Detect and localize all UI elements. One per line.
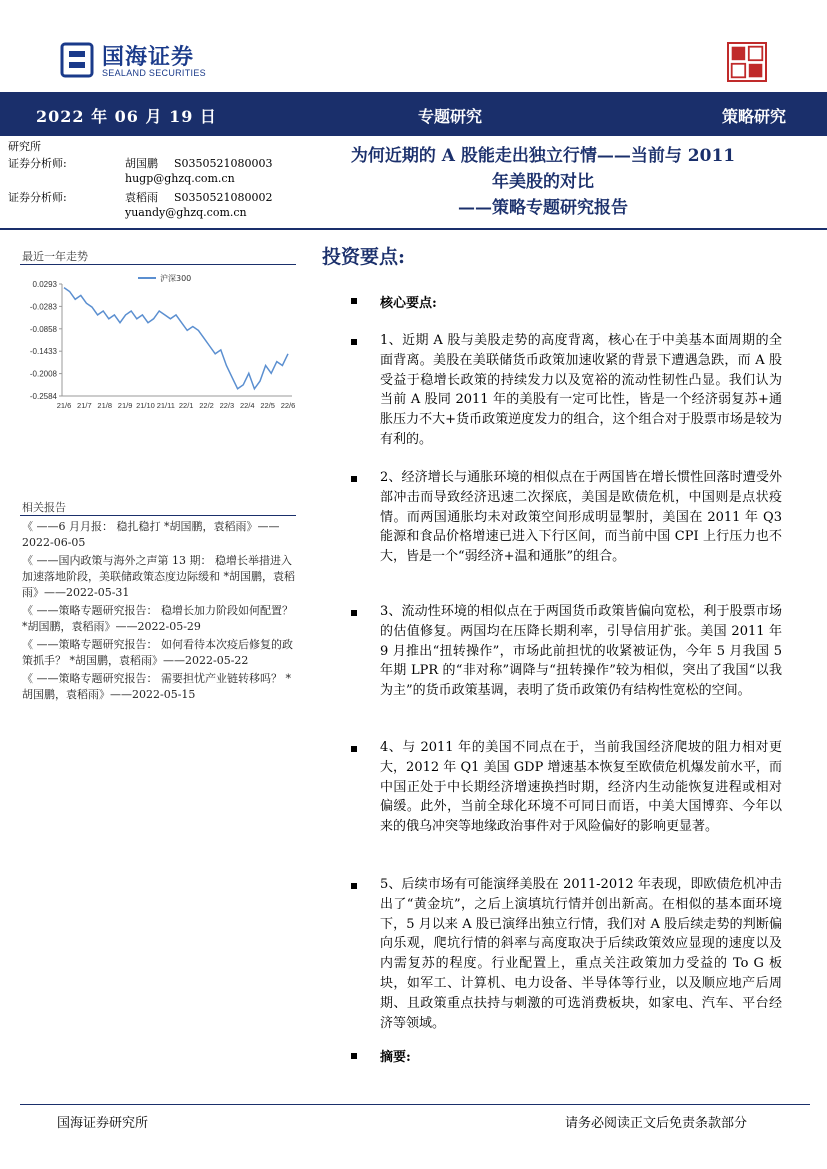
y-tick-label: -0.1433 [29, 347, 57, 357]
footer-rule [20, 1104, 810, 1105]
key-point: 4、与 2011 年的美国不同点在于，当前我国经济爬坡的阻力相对更大，2012 年 Q1 美国 GDP 增速基本恢复至欧债危机爆发前水平，而中国正处于中长期经济增速换挡时期，经济内生动能恢复进程或相对偏缓。此外，当前全球化环境不可同日而语，中美大国博弈、今年以来的俄乌冲突等地缘政治事件对于风险偏好的影响更显著。 [380, 740, 782, 835]
x-tick-label: 21/9 [117, 401, 133, 410]
key-point: 2、经济增长与通胀环境的相似点在于两国皆在增长惯性回落时遭受外部冲击而导致经济迅速二次探底，美国是欧债危机，中国则是点状疫情。而两国通胀均未对政策空间形成明显掣肘，美国在 2011 年 Q3 能源和食品价格增速已进入下行区间，而当前中国 CPI 上行压力也不大，皆是一个“弱经济+温和通胀”的组合。 [380, 470, 782, 565]
x-tick-label: 21/10 [136, 401, 155, 410]
key-point: 1、近期 A 股与美股走势的高度背离，核心在于中美基本面周期的全面背离。美股在美联储货币政策加速收紧的背景下遭遇急跌，而 A 股受益于稳增长政策的持续发力以及宽裕的流动性韧性凸显。我们认为当前 A 股同 2011 年的美股有一定可比性，皆是一个经济弱复苏+通胀压力不大+货币政策逆度发力的组合，这个组合对于股票市场是较为有利的。 [380, 333, 782, 447]
header-divider [0, 228, 827, 230]
related-report-link[interactable]: 《 ——策略专题研究报告： 如何看待本次疫后修复的政策抓手？ *胡国鹏，袁稻雨》——2022-05-22 [22, 638, 293, 667]
x-tick-label: 22/2 [199, 401, 214, 410]
analyst-role: 证券分析师: [8, 157, 67, 170]
chart-section-rule [20, 264, 296, 265]
key-point: 5、后续市场有可能演绎美股在 2011-2012 年表现，即欧债危机冲击出了“黄金坑”，之后上演填坑行情并创出新高。在相似的基本面环境下，5 月以来 A 股已演绎出独立行情，我们对 A 股后续走势的判断偏向乐观，爬坑行情的斜率与高度取决于后续政策效应显现的速度以及内需复苏的程度。行业配置上，重点关注政策加力受益的 To G 板块，如军工、计算机、电力设备、半导体等行业，以及顺应地产后周期、且政策重点扶持与刺激的可选消费板块，如家电、汽车、平台经济等领域。 [380, 877, 782, 1031]
institute-label: 研究所 [8, 140, 41, 153]
related-report-link[interactable]: 《 ——策略专题研究报告： 需要担忧产业链转移吗？ *胡国鹏，袁稻雨》——2022-05-15 [22, 672, 291, 701]
analyst-row [8, 155, 273, 171]
legend-label: 沪深300 [160, 274, 192, 283]
key-point: 3、流动性环境的相似点在于两国货币政策皆偏向宽松，利于股票市场的估值修复。两国均在压降长期利率，引导信用扩张。美国 2011 年 9 月推出“扭转操作”，市场此前担忧的收紧被证伪，今年 5 月我国 5 年期 LPR 的“非对称”调降与“扭转操作”较为相似，突出了我国“以我为主”的货币政策基调，表明了货币政策仍有结构性宽松的空间。 [380, 604, 782, 699]
core-points-heading: 核心要点: [380, 296, 437, 311]
analyst-email[interactable]: hugp@ghzq.com.cn [125, 172, 235, 185]
research-institute-seal [727, 42, 767, 82]
y-tick-label: -0.2008 [29, 369, 57, 379]
analyst-cert: S0350521080002 [174, 191, 273, 204]
bullet-icon [351, 610, 357, 616]
bullet-icon [351, 298, 357, 304]
analyst-email[interactable]: yuandy@ghzq.com.cn [125, 206, 247, 219]
y-tick-label: -0.0858 [29, 324, 57, 334]
chart-section-label: 最近一年走势 [22, 250, 88, 263]
logo-chinese-name: 国海证券 [102, 45, 195, 70]
related-reports-list [22, 519, 298, 705]
title-subtitle: ——策略专题研究报告 [458, 198, 628, 218]
x-tick-label: 21/6 [56, 401, 72, 410]
report-category-tag: 策略研究 [722, 107, 787, 126]
x-tick-label: 22/6 [280, 401, 296, 410]
bullet-icon [351, 883, 357, 889]
summary-heading: 摘要: [380, 1050, 411, 1065]
footer-institute: 国海证券研究所 [57, 1116, 149, 1131]
analyst-role: 证券分析师: [8, 191, 67, 204]
company-logo [60, 40, 260, 80]
footer-disclaimer: 请务必阅读正文后免责条款部分 [565, 1116, 748, 1131]
related-reports-rule [20, 515, 296, 516]
x-tick-label: 22/5 [260, 401, 275, 410]
title-line: 为何近期的 A 股能走出独立行情——当前与 2011 [350, 146, 736, 166]
report-title [260, 143, 826, 221]
analyst-name: 胡国鹏 [125, 157, 158, 170]
bullet-icon [351, 1053, 357, 1059]
logo-english-name: SEALAND SECURITIES [102, 68, 206, 78]
bullet-icon [351, 476, 357, 482]
price-trend-chart [20, 268, 296, 418]
related-report-link[interactable]: 《 ——策略专题研究报告： 稳增长加力阶段如何配置？ *胡国鹏，袁稻雨》——2022-05-29 [22, 604, 293, 633]
series-line [64, 288, 288, 389]
x-tick-label: 22/4 [239, 401, 255, 410]
bullet-icon [351, 746, 357, 752]
related-report-link[interactable]: 《 ——国内政策与海外之声第 13 期： 稳增长举措进入加速落地阶段，美联储政策态度边际缓和 *胡国鹏，袁稻雨》——2022-05-31 [22, 554, 295, 599]
section-title: 投资要点: [322, 246, 406, 268]
analyst-name: 袁稻雨 [125, 191, 158, 204]
report-type-tag: 专题研究 [418, 107, 483, 126]
x-tick-label: 22/3 [219, 401, 235, 410]
title-line: 年美股的对比 [492, 172, 594, 192]
sealand-logo-icon [60, 42, 94, 78]
related-reports-label: 相关报告 [22, 501, 66, 514]
analyst-cert: S0350521080003 [174, 157, 273, 170]
y-tick-label: -0.2584 [29, 392, 57, 401]
x-tick-label: 22/1 [178, 401, 194, 410]
x-tick-label: 21/8 [97, 401, 113, 410]
analyst-row [8, 189, 273, 205]
report-date: 2022 年 06 月 19 日 [36, 107, 217, 126]
x-tick-label: 21/7 [77, 401, 92, 410]
bullet-icon [351, 339, 357, 345]
x-tick-label: 21/11 [156, 401, 175, 410]
y-tick-label: -0.0283 [29, 302, 57, 312]
y-tick-label: 0.0293 [32, 280, 57, 289]
related-report-link[interactable]: 《 ——6 月月报： 稳扎稳打 *胡国鹏，袁稻雨》——2022-06-05 [22, 520, 280, 549]
